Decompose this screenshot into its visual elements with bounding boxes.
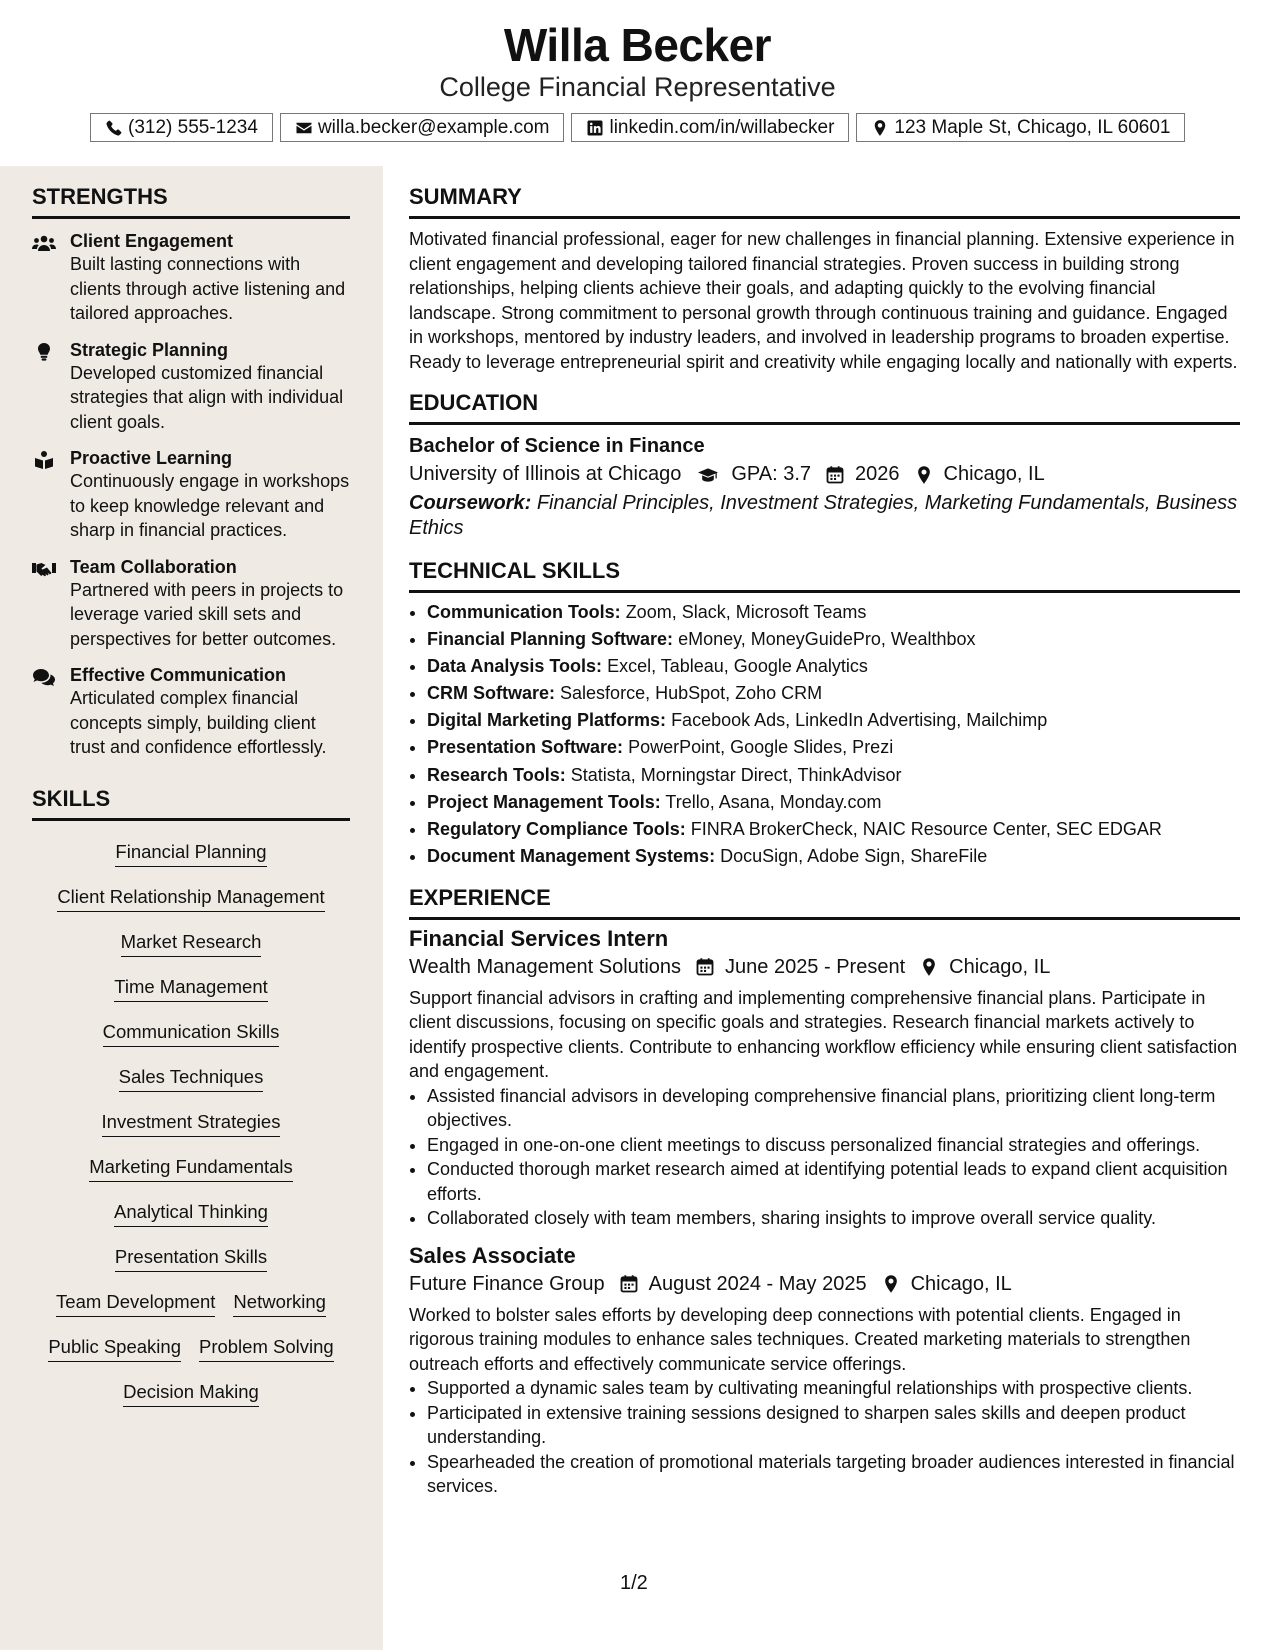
company-name: Future Finance Group	[409, 1272, 605, 1295]
strength-desc: Articulated complex financial concepts simply, building client trust and confidence effortlessly.	[70, 688, 327, 757]
graduation-year: 2026	[855, 463, 900, 485]
company-name: Wealth Management Solutions	[409, 955, 682, 978]
sidebar	[0, 166, 383, 1650]
strength-desc: Developed customized financial strategies that align with individual client goals.	[70, 362, 344, 432]
coursework	[409, 491, 1240, 540]
map-pin-icon	[881, 1274, 901, 1294]
users-icon	[32, 234, 56, 252]
book-reader-icon	[32, 451, 56, 469]
strength-name: Client Engagement	[70, 231, 234, 251]
skill-tag: Team Development	[56, 1291, 215, 1317]
tech-label: Data Analysis Tools:	[427, 656, 603, 677]
list-item	[427, 600, 1240, 625]
map-pin-icon	[871, 119, 889, 137]
list-item	[427, 844, 1240, 869]
job-entry	[409, 926, 1240, 1231]
job-summary: Worked to bolster sales efforts by developing deep connections with potential clients. Engaged in rigorous training modules to enhance sales techniques. Created marketing materials to strengthen outreach efforts and effectively communicate service offerings.	[409, 1304, 1191, 1374]
tech-label: Project Management Tools:	[427, 791, 661, 812]
skill-tag: Marketing Fundamentals	[89, 1156, 293, 1182]
strength-item	[32, 448, 352, 543]
comments-icon	[32, 668, 56, 686]
skills-heading: SKILLS	[32, 786, 350, 821]
skill-tag: Investment Strategies	[102, 1111, 281, 1137]
skill-tag: Financial Planning	[115, 841, 266, 867]
job-title: Sales Associate	[409, 1242, 576, 1268]
coursework-label: Coursework:	[409, 492, 532, 514]
list-item: • Spearheaded the creation of promotional materials targeting broader audiences interested in financial services.	[427, 1450, 1240, 1499]
job-dates: August 2024 - May 2025	[648, 1272, 867, 1295]
tech-value: Salesforce, HubSpot, Zoho CRM	[560, 683, 823, 704]
school-location: Chicago, IL	[943, 463, 1045, 485]
contact-email-text: willa.becker@example.com	[317, 116, 550, 138]
tech-label: Regulatory Compliance Tools:	[427, 818, 686, 839]
list-item	[427, 627, 1240, 652]
tech-value: DocuSign, Adobe Sign, ShareFile	[720, 845, 988, 866]
tech-value: Facebook Ads, LinkedIn Advertising, Mailchimp	[671, 710, 1048, 731]
degree-title: Bachelor of Science in Finance	[409, 435, 705, 457]
tech-label: Communication Tools:	[427, 602, 621, 622]
tech-label: Presentation Software:	[427, 737, 624, 758]
job-summary: Support financial advisors in crafting and implementing comprehensive financial plans. Participate in client discussions, focusing on specific goals and strategies. Research financial markets actively to identify prospective clients. Contribute to enhancing workflow efficiency while ensuring client satisfaction and engagement.	[409, 987, 1238, 1082]
list-item: • Supported a dynamic sales team by cultivating meaningful relationships with prospective clients.	[427, 1376, 1240, 1401]
tech-value: PowerPoint, Google Slides, Prezi	[628, 737, 894, 758]
tech-label: CRM Software:	[427, 683, 556, 704]
technical-skills-heading: TECHNICAL SKILLS	[409, 558, 1240, 593]
job-meta	[409, 956, 1240, 979]
tech-value: Zoom, Slack, Microsoft Teams	[625, 602, 867, 622]
list-item	[427, 735, 1240, 760]
skill-tag: Public Speaking	[48, 1336, 181, 1362]
envelope-icon	[295, 119, 313, 137]
skill-tag: Networking	[233, 1291, 326, 1317]
job-meta	[409, 1273, 1240, 1296]
tech-value: eMoney, MoneyGuidePro, Wealthbox	[678, 629, 976, 650]
skill-tag: Client Relationship Management	[57, 886, 324, 912]
list-item	[427, 763, 1240, 788]
experience-heading: EXPERIENCE	[409, 885, 1240, 920]
tech-label: Digital Marketing Platforms:	[427, 710, 667, 731]
list-item: • Conducted thorough market research aimed at identifying potential leads to expand client acquisition efforts.	[427, 1157, 1240, 1206]
list-item: • Engaged in one-on-one client meetings to discuss personalized financial strategies and offerings.	[427, 1133, 1240, 1158]
tech-value: Excel, Tableau, Google Analytics	[607, 656, 868, 677]
job-location: Chicago, IL	[949, 955, 1051, 978]
phone-icon	[105, 119, 123, 137]
school-name: University of Illinois at Chicago	[409, 463, 682, 485]
list-item: • Participated in extensive training sessions designed to sharpen sales skills and deepen product understanding.	[427, 1401, 1240, 1450]
contact-linkedin-text: linkedin.com/in/willabecker	[609, 116, 835, 138]
contact-linkedin[interactable]	[571, 113, 849, 142]
job-bullets	[409, 1084, 1240, 1231]
lightbulb-icon	[32, 343, 56, 361]
skill-tag: Sales Techniques	[119, 1066, 264, 1092]
technical-skills-list	[409, 600, 1240, 868]
calendar-icon	[825, 465, 845, 485]
graduation-cap-icon	[695, 465, 721, 485]
list-item	[427, 817, 1240, 842]
job-title: Financial Services Intern	[409, 925, 669, 951]
job-location: Chicago, IL	[910, 1272, 1012, 1295]
contact-phone-text: (312) 555-1234	[128, 116, 258, 138]
skills-list	[32, 841, 350, 1426]
tech-value: Statista, Morningstar Direct, ThinkAdvisor	[570, 764, 902, 785]
map-pin-icon	[919, 957, 939, 977]
contact-address	[856, 113, 1185, 142]
summary-text: Motivated financial professional, eager for new challenges in financial planning. Extensive experience in client engagement and developing tailored financial strategies. Proven success in building strong relationships, helping clients achieve their goals, and adapting quickly to the evolving financial landscape. Strong commitment to personal growth through continuous training and guidance. Engaged in workshops, mentored by industry leaders, and involved in leadership programs to broaden expertise. Ready to leverage entrepreneurial spirit and creativity while engaging locally and nationally with experts.	[409, 229, 1238, 372]
strength-item	[32, 665, 352, 760]
education-meta	[409, 463, 1240, 486]
candidate-name: Willa Becker	[503, 19, 772, 71]
page-number: 1/2	[620, 1572, 648, 1594]
tech-label: Financial Planning Software:	[427, 629, 674, 650]
strength-item	[32, 340, 352, 435]
skill-tag: Analytical Thinking	[114, 1201, 268, 1227]
calendar-icon	[695, 957, 715, 977]
strength-name: Team Collaboration	[70, 556, 237, 577]
list-item	[427, 790, 1240, 815]
skill-tag: Decision Making	[123, 1381, 259, 1407]
tech-value: Trello, Asana, Monday.com	[665, 791, 882, 812]
strength-name: Strategic Planning	[70, 339, 229, 360]
coursework-list: Financial Principles, Investment Strategies, Marketing Fundamentals, Business Ethics	[409, 492, 1238, 539]
job-bullets	[409, 1376, 1240, 1499]
linkedin-icon	[586, 119, 604, 137]
summary-heading: SUMMARY	[409, 184, 1240, 219]
strength-desc: Partnered with peers in projects to leverage varied skill sets and perspectives for better outcomes.	[70, 579, 344, 649]
contact-phone[interactable]	[90, 113, 273, 142]
list-item	[427, 681, 1240, 706]
candidate-title: College Financial Representative	[439, 72, 836, 102]
skill-tag: Market Research	[121, 931, 262, 957]
strength-desc: Built lasting connections with clients through active listening and tailored approaches.	[70, 254, 346, 323]
calendar-icon	[619, 1274, 639, 1294]
skill-tag: Presentation Skills	[115, 1246, 267, 1272]
strength-name: Effective Communication	[70, 665, 287, 685]
list-item	[427, 654, 1240, 679]
job-dates: June 2025 - Present	[725, 955, 906, 978]
job-entry	[409, 1243, 1240, 1499]
gpa: GPA: 3.7	[731, 463, 812, 485]
handshake-icon	[32, 560, 56, 578]
strength-name: Proactive Learning	[70, 448, 233, 468]
skill-tag: Problem Solving	[199, 1336, 334, 1362]
tech-label: Document Management Systems:	[427, 845, 716, 866]
contact-address-text: 123 Maple St, Chicago, IL 60601	[894, 116, 1171, 138]
list-item: • Collaborated closely with team members, sharing insights to improve overall service quality.	[427, 1206, 1240, 1231]
list-item	[427, 708, 1240, 733]
map-pin-icon	[914, 465, 934, 485]
strength-item	[32, 557, 352, 652]
strength-desc: Continuously engage in workshops to keep knowledge relevant and sharp in financial practices.	[70, 471, 350, 540]
resume-header	[0, 0, 1275, 166]
contact-bar	[90, 113, 1185, 145]
tech-label: Research Tools:	[427, 764, 566, 785]
skill-tag: Time Management	[114, 976, 268, 1002]
education-heading: EDUCATION	[409, 390, 1240, 425]
strengths-heading: STRENGTHS	[32, 184, 350, 219]
main-content	[409, 166, 1240, 1499]
skill-tag: Communication Skills	[103, 1021, 280, 1047]
tech-value: FINRA BrokerCheck, NAIC Resource Center, SEC EDGAR	[690, 818, 1162, 839]
strength-item	[32, 231, 352, 326]
list-item: • Assisted financial advisors in developing comprehensive financial plans, prioritizing client long-term objectives.	[427, 1084, 1240, 1133]
contact-email[interactable]	[280, 113, 565, 142]
